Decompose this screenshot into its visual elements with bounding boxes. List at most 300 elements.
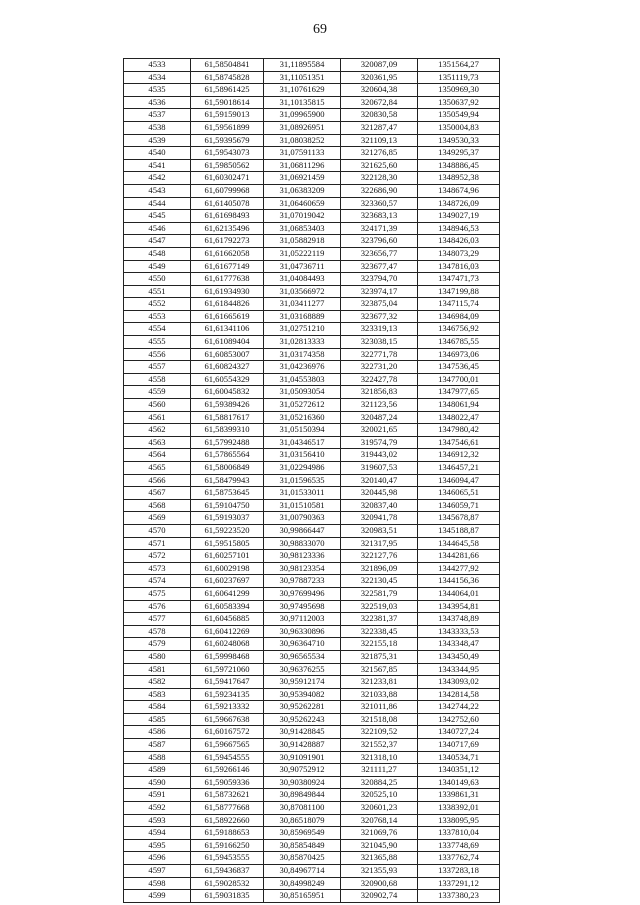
table-row bbox=[124, 184, 500, 197]
y-coordinate-cell: 1343748,89 bbox=[418, 613, 500, 626]
point-number-cell: 4556 bbox=[124, 348, 191, 361]
y-coordinate-cell: 1349530,33 bbox=[418, 134, 500, 147]
x-coordinate-cell: 321069,76 bbox=[341, 827, 418, 840]
latitude-cell: 61,59417647 bbox=[191, 676, 264, 689]
longitude-cell: 31,08926951 bbox=[264, 121, 341, 134]
table-row bbox=[124, 436, 500, 449]
longitude-cell: 30,97699496 bbox=[264, 587, 341, 600]
table-row bbox=[124, 348, 500, 361]
y-coordinate-cell: 1350004,83 bbox=[418, 121, 500, 134]
point-number-cell: 4591 bbox=[124, 789, 191, 802]
y-coordinate-cell: 1337380,23 bbox=[418, 890, 500, 903]
longitude-cell: 30,85854849 bbox=[264, 839, 341, 852]
point-number-cell: 4561 bbox=[124, 411, 191, 424]
table-row bbox=[124, 449, 500, 462]
x-coordinate-cell: 321317,95 bbox=[341, 537, 418, 550]
point-number-cell: 4577 bbox=[124, 613, 191, 626]
latitude-cell: 61,61792273 bbox=[191, 235, 264, 248]
point-number-cell: 4596 bbox=[124, 852, 191, 865]
latitude-cell: 61,60248068 bbox=[191, 638, 264, 651]
point-number-cell: 4570 bbox=[124, 524, 191, 537]
latitude-cell: 61,59104750 bbox=[191, 499, 264, 512]
latitude-cell: 61,59998468 bbox=[191, 650, 264, 663]
table-row bbox=[124, 474, 500, 487]
latitude-cell: 61,60456885 bbox=[191, 613, 264, 626]
point-number-cell: 4592 bbox=[124, 802, 191, 815]
longitude-cell: 31,07019042 bbox=[264, 210, 341, 223]
table-row bbox=[124, 713, 500, 726]
table-row bbox=[124, 273, 500, 286]
y-coordinate-cell: 1340534,71 bbox=[418, 751, 500, 764]
table-row bbox=[124, 865, 500, 878]
y-coordinate-cell: 1348726,09 bbox=[418, 197, 500, 210]
x-coordinate-cell: 321355,93 bbox=[341, 865, 418, 878]
point-number-cell: 4550 bbox=[124, 273, 191, 286]
y-coordinate-cell: 1347816,03 bbox=[418, 260, 500, 273]
latitude-cell: 61,59453555 bbox=[191, 852, 264, 865]
x-coordinate-cell: 321567,85 bbox=[341, 663, 418, 676]
y-coordinate-cell: 1343954,81 bbox=[418, 600, 500, 613]
x-coordinate-cell: 321109,13 bbox=[341, 134, 418, 147]
point-number-cell: 4536 bbox=[124, 96, 191, 109]
latitude-cell: 61,59515805 bbox=[191, 537, 264, 550]
y-coordinate-cell: 1348946,53 bbox=[418, 222, 500, 235]
table-row bbox=[124, 310, 500, 323]
x-coordinate-cell: 323875,04 bbox=[341, 298, 418, 311]
table-row bbox=[124, 197, 500, 210]
y-coordinate-cell: 1340351,12 bbox=[418, 764, 500, 777]
point-number-cell: 4553 bbox=[124, 310, 191, 323]
x-coordinate-cell: 321552,37 bbox=[341, 739, 418, 752]
table-row bbox=[124, 411, 500, 424]
x-coordinate-cell: 321033,88 bbox=[341, 688, 418, 701]
point-number-cell: 4590 bbox=[124, 776, 191, 789]
table-row bbox=[124, 109, 500, 122]
longitude-cell: 30,96376255 bbox=[264, 663, 341, 676]
longitude-cell: 30,85870425 bbox=[264, 852, 341, 865]
y-coordinate-cell: 1345678,87 bbox=[418, 512, 500, 525]
latitude-cell: 61,59667638 bbox=[191, 713, 264, 726]
point-number-cell: 4554 bbox=[124, 323, 191, 336]
latitude-cell: 61,62135496 bbox=[191, 222, 264, 235]
latitude-cell: 61,59389426 bbox=[191, 399, 264, 412]
longitude-cell: 30,99866447 bbox=[264, 524, 341, 537]
y-coordinate-cell: 1343333,53 bbox=[418, 625, 500, 638]
x-coordinate-cell: 320087,09 bbox=[341, 59, 418, 72]
x-coordinate-cell: 320445,98 bbox=[341, 487, 418, 500]
point-number-cell: 4548 bbox=[124, 247, 191, 260]
table-row bbox=[124, 827, 500, 840]
x-coordinate-cell: 320900,68 bbox=[341, 877, 418, 890]
x-coordinate-cell: 320768,14 bbox=[341, 814, 418, 827]
y-coordinate-cell: 1344277,92 bbox=[418, 562, 500, 575]
table-row bbox=[124, 814, 500, 827]
point-number-cell: 4597 bbox=[124, 865, 191, 878]
x-coordinate-cell: 321896,09 bbox=[341, 562, 418, 575]
table-row bbox=[124, 222, 500, 235]
latitude-cell: 61,59850562 bbox=[191, 159, 264, 172]
latitude-cell: 61,59031835 bbox=[191, 890, 264, 903]
latitude-cell: 61,58817617 bbox=[191, 411, 264, 424]
x-coordinate-cell: 320837,40 bbox=[341, 499, 418, 512]
x-coordinate-cell: 322109,52 bbox=[341, 726, 418, 739]
longitude-cell: 31,03566972 bbox=[264, 285, 341, 298]
x-coordinate-cell: 320604,38 bbox=[341, 84, 418, 97]
y-coordinate-cell: 1337291,12 bbox=[418, 877, 500, 890]
latitude-cell: 61,59454555 bbox=[191, 751, 264, 764]
latitude-cell: 61,59159013 bbox=[191, 109, 264, 122]
point-number-cell: 4580 bbox=[124, 650, 191, 663]
x-coordinate-cell: 320983,51 bbox=[341, 524, 418, 537]
x-coordinate-cell: 320601,23 bbox=[341, 802, 418, 815]
x-coordinate-cell: 320487,24 bbox=[341, 411, 418, 424]
table-row bbox=[124, 121, 500, 134]
y-coordinate-cell: 1347980,42 bbox=[418, 424, 500, 437]
point-number-cell: 4573 bbox=[124, 562, 191, 575]
x-coordinate-cell: 319607,53 bbox=[341, 462, 418, 475]
y-coordinate-cell: 1337748,69 bbox=[418, 839, 500, 852]
x-coordinate-cell: 323677,32 bbox=[341, 310, 418, 323]
point-number-cell: 4538 bbox=[124, 121, 191, 134]
longitude-cell: 31,01596535 bbox=[264, 474, 341, 487]
table-row bbox=[124, 625, 500, 638]
table-row bbox=[124, 336, 500, 349]
longitude-cell: 30,95394082 bbox=[264, 688, 341, 701]
y-coordinate-cell: 1346065,51 bbox=[418, 487, 500, 500]
table-row bbox=[124, 361, 500, 374]
y-coordinate-cell: 1343344,95 bbox=[418, 663, 500, 676]
latitude-cell: 61,58732621 bbox=[191, 789, 264, 802]
y-coordinate-cell: 1348952,38 bbox=[418, 172, 500, 185]
table-row bbox=[124, 726, 500, 739]
point-number-cell: 4555 bbox=[124, 336, 191, 349]
point-number-cell: 4566 bbox=[124, 474, 191, 487]
y-coordinate-cell: 1347536,45 bbox=[418, 361, 500, 374]
point-number-cell: 4565 bbox=[124, 462, 191, 475]
table-row bbox=[124, 59, 500, 72]
point-number-cell: 4549 bbox=[124, 260, 191, 273]
latitude-cell: 61,58753645 bbox=[191, 487, 264, 500]
latitude-cell: 61,60641299 bbox=[191, 587, 264, 600]
y-coordinate-cell: 1350637,92 bbox=[418, 96, 500, 109]
point-number-cell: 4584 bbox=[124, 701, 191, 714]
table-row bbox=[124, 600, 500, 613]
latitude-cell: 61,58479943 bbox=[191, 474, 264, 487]
x-coordinate-cell: 321318,10 bbox=[341, 751, 418, 764]
x-coordinate-cell: 321233,81 bbox=[341, 676, 418, 689]
latitude-cell: 61,59223520 bbox=[191, 524, 264, 537]
table-row bbox=[124, 285, 500, 298]
longitude-cell: 30,97887233 bbox=[264, 575, 341, 588]
x-coordinate-cell: 322519,03 bbox=[341, 600, 418, 613]
y-coordinate-cell: 1342744,22 bbox=[418, 701, 500, 714]
table-row bbox=[124, 84, 500, 97]
table-row bbox=[124, 751, 500, 764]
x-coordinate-cell: 322128,30 bbox=[341, 172, 418, 185]
latitude-cell: 61,60853007 bbox=[191, 348, 264, 361]
table-row bbox=[124, 159, 500, 172]
point-number-cell: 4540 bbox=[124, 147, 191, 160]
table-row bbox=[124, 638, 500, 651]
latitude-cell: 61,59395679 bbox=[191, 134, 264, 147]
point-number-cell: 4539 bbox=[124, 134, 191, 147]
coordinates-table-body bbox=[124, 59, 500, 903]
longitude-cell: 31,02294986 bbox=[264, 462, 341, 475]
x-coordinate-cell: 323360,57 bbox=[341, 197, 418, 210]
point-number-cell: 4582 bbox=[124, 676, 191, 689]
latitude-cell: 61,59436837 bbox=[191, 865, 264, 878]
x-coordinate-cell: 320884,25 bbox=[341, 776, 418, 789]
table-row bbox=[124, 172, 500, 185]
point-number-cell: 4541 bbox=[124, 159, 191, 172]
latitude-cell: 61,61089404 bbox=[191, 336, 264, 349]
y-coordinate-cell: 1348886,45 bbox=[418, 159, 500, 172]
x-coordinate-cell: 322130,45 bbox=[341, 575, 418, 588]
table-row bbox=[124, 499, 500, 512]
y-coordinate-cell: 1342752,60 bbox=[418, 713, 500, 726]
latitude-cell: 61,60045832 bbox=[191, 386, 264, 399]
point-number-cell: 4574 bbox=[124, 575, 191, 588]
longitude-cell: 31,03411277 bbox=[264, 298, 341, 311]
longitude-cell: 30,89849844 bbox=[264, 789, 341, 802]
latitude-cell: 61,58504841 bbox=[191, 59, 264, 72]
longitude-cell: 30,96565534 bbox=[264, 650, 341, 663]
longitude-cell: 31,04346517 bbox=[264, 436, 341, 449]
longitude-cell: 31,05093054 bbox=[264, 386, 341, 399]
latitude-cell: 61,60799968 bbox=[191, 184, 264, 197]
x-coordinate-cell: 321518,08 bbox=[341, 713, 418, 726]
y-coordinate-cell: 1340149,63 bbox=[418, 776, 500, 789]
table-row bbox=[124, 663, 500, 676]
latitude-cell: 61,59213332 bbox=[191, 701, 264, 714]
x-coordinate-cell: 322731,20 bbox=[341, 361, 418, 374]
longitude-cell: 31,04084493 bbox=[264, 273, 341, 286]
x-coordinate-cell: 321111,27 bbox=[341, 764, 418, 777]
latitude-cell: 61,60257101 bbox=[191, 550, 264, 563]
y-coordinate-cell: 1346973,06 bbox=[418, 348, 500, 361]
longitude-cell: 30,91428845 bbox=[264, 726, 341, 739]
point-number-cell: 4575 bbox=[124, 587, 191, 600]
longitude-cell: 31,11051351 bbox=[264, 71, 341, 84]
table-row bbox=[124, 147, 500, 160]
longitude-cell: 30,98123354 bbox=[264, 562, 341, 575]
longitude-cell: 31,05216360 bbox=[264, 411, 341, 424]
y-coordinate-cell: 1344064,01 bbox=[418, 587, 500, 600]
latitude-cell: 61,60237697 bbox=[191, 575, 264, 588]
point-number-cell: 4587 bbox=[124, 739, 191, 752]
x-coordinate-cell: 321875,31 bbox=[341, 650, 418, 663]
table-row bbox=[124, 424, 500, 437]
latitude-cell: 61,61844826 bbox=[191, 298, 264, 311]
table-row bbox=[124, 487, 500, 500]
x-coordinate-cell: 324171,39 bbox=[341, 222, 418, 235]
latitude-cell: 61,60554329 bbox=[191, 373, 264, 386]
latitude-cell: 61,60029198 bbox=[191, 562, 264, 575]
y-coordinate-cell: 1347977,65 bbox=[418, 386, 500, 399]
y-coordinate-cell: 1338095,95 bbox=[418, 814, 500, 827]
table-row bbox=[124, 373, 500, 386]
y-coordinate-cell: 1347199,88 bbox=[418, 285, 500, 298]
latitude-cell: 61,57992488 bbox=[191, 436, 264, 449]
table-row bbox=[124, 676, 500, 689]
table-row bbox=[124, 298, 500, 311]
table-row bbox=[124, 688, 500, 701]
longitude-cell: 30,95262281 bbox=[264, 701, 341, 714]
y-coordinate-cell: 1346457,21 bbox=[418, 462, 500, 475]
point-number-cell: 4533 bbox=[124, 59, 191, 72]
point-number-cell: 4545 bbox=[124, 210, 191, 223]
longitude-cell: 31,02751210 bbox=[264, 323, 341, 336]
point-number-cell: 4588 bbox=[124, 751, 191, 764]
y-coordinate-cell: 1343348,47 bbox=[418, 638, 500, 651]
y-coordinate-cell: 1346912,32 bbox=[418, 449, 500, 462]
point-number-cell: 4534 bbox=[124, 71, 191, 84]
longitude-cell: 31,06811296 bbox=[264, 159, 341, 172]
y-coordinate-cell: 1346785,55 bbox=[418, 336, 500, 349]
x-coordinate-cell: 320902,74 bbox=[341, 890, 418, 903]
table-row bbox=[124, 613, 500, 626]
y-coordinate-cell: 1343093,02 bbox=[418, 676, 500, 689]
longitude-cell: 30,96364710 bbox=[264, 638, 341, 651]
x-coordinate-cell: 320021,65 bbox=[341, 424, 418, 437]
table-row bbox=[124, 323, 500, 336]
longitude-cell: 30,95262243 bbox=[264, 713, 341, 726]
point-number-cell: 4586 bbox=[124, 726, 191, 739]
longitude-cell: 31,01510581 bbox=[264, 499, 341, 512]
latitude-cell: 61,58745828 bbox=[191, 71, 264, 84]
table-row bbox=[124, 839, 500, 852]
point-number-cell: 4559 bbox=[124, 386, 191, 399]
longitude-cell: 31,05150394 bbox=[264, 424, 341, 437]
table-row bbox=[124, 134, 500, 147]
longitude-cell: 30,84998249 bbox=[264, 877, 341, 890]
latitude-cell: 61,58399310 bbox=[191, 424, 264, 437]
y-coordinate-cell: 1347471,73 bbox=[418, 273, 500, 286]
x-coordinate-cell: 322771,78 bbox=[341, 348, 418, 361]
latitude-cell: 61,60167572 bbox=[191, 726, 264, 739]
latitude-cell: 61,59193037 bbox=[191, 512, 264, 525]
longitude-cell: 30,87081100 bbox=[264, 802, 341, 815]
point-number-cell: 4564 bbox=[124, 449, 191, 462]
longitude-cell: 30,98833070 bbox=[264, 537, 341, 550]
point-number-cell: 4569 bbox=[124, 512, 191, 525]
x-coordinate-cell: 319574,79 bbox=[341, 436, 418, 449]
y-coordinate-cell: 1342814,58 bbox=[418, 688, 500, 701]
point-number-cell: 4571 bbox=[124, 537, 191, 550]
table-row bbox=[124, 247, 500, 260]
table-row bbox=[124, 524, 500, 537]
longitude-cell: 30,90380924 bbox=[264, 776, 341, 789]
latitude-cell: 61,60302471 bbox=[191, 172, 264, 185]
latitude-cell: 61,60824327 bbox=[191, 361, 264, 374]
longitude-cell: 31,05882918 bbox=[264, 235, 341, 248]
longitude-cell: 30,97495698 bbox=[264, 600, 341, 613]
table-row bbox=[124, 587, 500, 600]
table-row bbox=[124, 701, 500, 714]
x-coordinate-cell: 320830,58 bbox=[341, 109, 418, 122]
longitude-cell: 30,91091901 bbox=[264, 751, 341, 764]
table-row bbox=[124, 802, 500, 815]
latitude-cell: 61,61662058 bbox=[191, 247, 264, 260]
point-number-cell: 4589 bbox=[124, 764, 191, 777]
x-coordinate-cell: 321287,47 bbox=[341, 121, 418, 134]
point-number-cell: 4598 bbox=[124, 877, 191, 890]
y-coordinate-cell: 1348022,47 bbox=[418, 411, 500, 424]
table-row bbox=[124, 789, 500, 802]
y-coordinate-cell: 1338392,01 bbox=[418, 802, 500, 815]
x-coordinate-cell: 323677,47 bbox=[341, 260, 418, 273]
latitude-cell: 61,59721060 bbox=[191, 663, 264, 676]
table-row bbox=[124, 512, 500, 525]
longitude-cell: 30,85165951 bbox=[264, 890, 341, 903]
x-coordinate-cell: 323319,13 bbox=[341, 323, 418, 336]
longitude-cell: 30,91428887 bbox=[264, 739, 341, 752]
point-number-cell: 4563 bbox=[124, 436, 191, 449]
x-coordinate-cell: 322581,79 bbox=[341, 587, 418, 600]
y-coordinate-cell: 1347546,61 bbox=[418, 436, 500, 449]
x-coordinate-cell: 320941,78 bbox=[341, 512, 418, 525]
point-number-cell: 4542 bbox=[124, 172, 191, 185]
table-row bbox=[124, 575, 500, 588]
y-coordinate-cell: 1346094,47 bbox=[418, 474, 500, 487]
y-coordinate-cell: 1346059,71 bbox=[418, 499, 500, 512]
point-number-cell: 4551 bbox=[124, 285, 191, 298]
x-coordinate-cell: 320140,47 bbox=[341, 474, 418, 487]
y-coordinate-cell: 1349027,19 bbox=[418, 210, 500, 223]
longitude-cell: 31,06383209 bbox=[264, 184, 341, 197]
point-number-cell: 4543 bbox=[124, 184, 191, 197]
longitude-cell: 31,03168889 bbox=[264, 310, 341, 323]
point-number-cell: 4547 bbox=[124, 235, 191, 248]
coordinates-table bbox=[123, 58, 500, 903]
x-coordinate-cell: 320525,10 bbox=[341, 789, 418, 802]
latitude-cell: 61,61341106 bbox=[191, 323, 264, 336]
point-number-cell: 4576 bbox=[124, 600, 191, 613]
longitude-cell: 31,11895584 bbox=[264, 59, 341, 72]
x-coordinate-cell: 322381,37 bbox=[341, 613, 418, 626]
latitude-cell: 61,58006849 bbox=[191, 462, 264, 475]
table-row bbox=[124, 260, 500, 273]
latitude-cell: 61,60583394 bbox=[191, 600, 264, 613]
latitude-cell: 61,59561899 bbox=[191, 121, 264, 134]
y-coordinate-cell: 1348426,03 bbox=[418, 235, 500, 248]
point-number-cell: 4581 bbox=[124, 663, 191, 676]
x-coordinate-cell: 322155,18 bbox=[341, 638, 418, 651]
point-number-cell: 4567 bbox=[124, 487, 191, 500]
longitude-cell: 31,07591133 bbox=[264, 147, 341, 160]
x-coordinate-cell: 321123,56 bbox=[341, 399, 418, 412]
longitude-cell: 30,98123336 bbox=[264, 550, 341, 563]
latitude-cell: 61,58961425 bbox=[191, 84, 264, 97]
y-coordinate-cell: 1337810,04 bbox=[418, 827, 500, 840]
x-coordinate-cell: 323974,17 bbox=[341, 285, 418, 298]
longitude-cell: 31,03174358 bbox=[264, 348, 341, 361]
x-coordinate-cell: 319443,02 bbox=[341, 449, 418, 462]
longitude-cell: 31,10761629 bbox=[264, 84, 341, 97]
y-coordinate-cell: 1337283,18 bbox=[418, 865, 500, 878]
longitude-cell: 31,08038252 bbox=[264, 134, 341, 147]
latitude-cell: 61,59234135 bbox=[191, 688, 264, 701]
longitude-cell: 31,05272612 bbox=[264, 399, 341, 412]
y-coordinate-cell: 1346984,09 bbox=[418, 310, 500, 323]
point-number-cell: 4595 bbox=[124, 839, 191, 852]
table-row bbox=[124, 877, 500, 890]
x-coordinate-cell: 321856,83 bbox=[341, 386, 418, 399]
latitude-cell: 61,61665619 bbox=[191, 310, 264, 323]
page-number: 69 bbox=[313, 22, 327, 37]
point-number-cell: 4560 bbox=[124, 399, 191, 412]
x-coordinate-cell: 323794,70 bbox=[341, 273, 418, 286]
